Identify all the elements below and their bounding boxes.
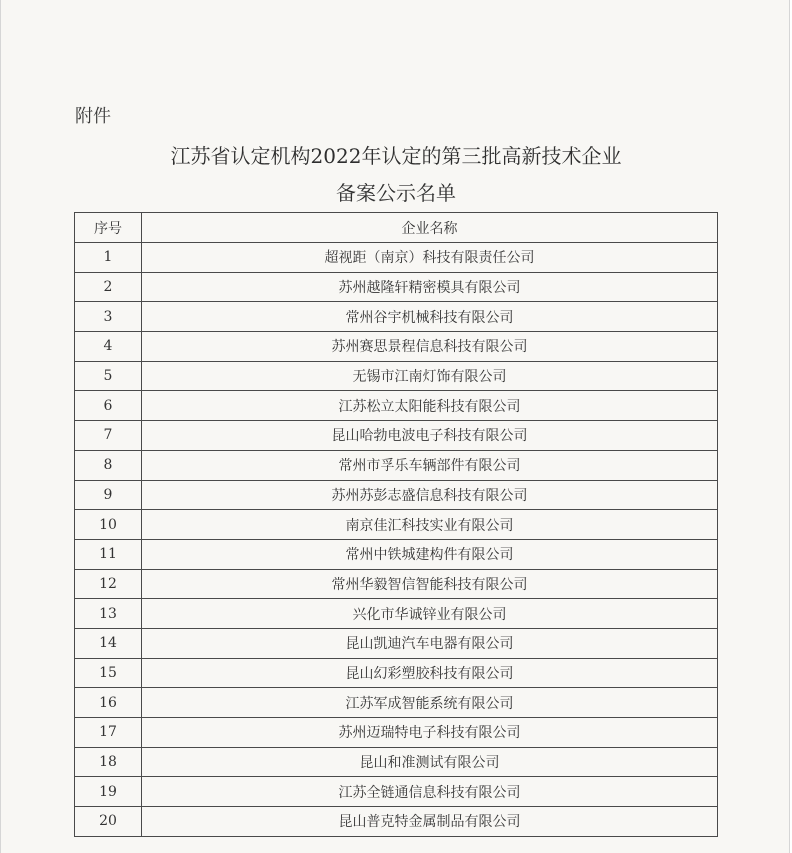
company-name-cell: 江苏松立太阳能科技有限公司 <box>142 391 718 421</box>
header-serial-number: 序号 <box>75 213 142 243</box>
serial-number-cell: 19 <box>75 777 142 807</box>
serial-number-cell: 12 <box>75 569 142 599</box>
document-subtitle: 备案公示名单 <box>336 181 456 205</box>
company-name-cell: 常州中铁城建构件有限公司 <box>142 539 718 569</box>
table-row <box>75 569 718 599</box>
company-name-cell: 昆山普克特金属制品有限公司 <box>142 807 718 837</box>
company-name-cell: 常州华毅智信智能科技有限公司 <box>142 569 718 599</box>
company-name-cell: 江苏全链通信息科技有限公司 <box>142 777 718 807</box>
company-name-cell: 南京佳汇科技实业有限公司 <box>142 510 718 540</box>
serial-number-cell: 16 <box>75 688 142 718</box>
table-row <box>75 688 718 718</box>
table-row <box>75 421 718 451</box>
serial-number-cell: 9 <box>75 480 142 510</box>
serial-number-cell: 2 <box>75 272 142 302</box>
table-row <box>75 510 718 540</box>
company-table <box>74 212 718 837</box>
table-row <box>75 302 718 332</box>
table-row <box>75 361 718 391</box>
serial-number-cell: 17 <box>75 718 142 748</box>
company-name-cell: 苏州赛思景程信息科技有限公司 <box>142 332 718 362</box>
company-name-cell: 常州谷宇机械科技有限公司 <box>142 302 718 332</box>
table-row <box>75 628 718 658</box>
attachment-label: 附件 <box>75 106 111 127</box>
table-row <box>75 450 718 480</box>
serial-number-cell: 8 <box>75 450 142 480</box>
serial-number-cell: 7 <box>75 421 142 451</box>
company-name-cell: 昆山和准测试有限公司 <box>142 747 718 777</box>
company-name-cell: 昆山幻彩塑胶科技有限公司 <box>142 658 718 688</box>
company-name-cell: 无锡市江南灯饰有限公司 <box>142 361 718 391</box>
table-row <box>75 243 718 273</box>
serial-number-cell: 4 <box>75 332 142 362</box>
table-row <box>75 599 718 629</box>
table-row <box>75 272 718 302</box>
serial-number-cell: 14 <box>75 628 142 658</box>
serial-number-cell: 13 <box>75 599 142 629</box>
table-row <box>75 391 718 421</box>
header-company-name: 企业名称 <box>142 213 718 243</box>
table-row <box>75 718 718 748</box>
company-name-cell: 江苏军成智能系统有限公司 <box>142 688 718 718</box>
table-header-row <box>75 213 718 243</box>
serial-number-cell: 11 <box>75 539 142 569</box>
serial-number-cell: 10 <box>75 510 142 540</box>
table-row <box>75 539 718 569</box>
table-row <box>75 747 718 777</box>
serial-number-cell: 6 <box>75 391 142 421</box>
table-row <box>75 807 718 837</box>
serial-number-cell: 15 <box>75 658 142 688</box>
table-row <box>75 332 718 362</box>
company-name-cell: 昆山凯迪汽车电器有限公司 <box>142 628 718 658</box>
company-name-cell: 兴化市华诚锌业有限公司 <box>142 599 718 629</box>
table-row <box>75 777 718 807</box>
serial-number-cell: 3 <box>75 302 142 332</box>
company-name-cell: 苏州迈瑞特电子科技有限公司 <box>142 718 718 748</box>
document-title: 江苏省认定机构2022年认定的第三批高新技术企业 <box>170 144 622 168</box>
company-name-cell: 苏州越隆轩精密模具有限公司 <box>142 272 718 302</box>
company-name-cell: 常州市孚乐车辆部件有限公司 <box>142 450 718 480</box>
company-name-cell: 苏州苏彭志盛信息科技有限公司 <box>142 480 718 510</box>
serial-number-cell: 20 <box>75 807 142 837</box>
table-row <box>75 480 718 510</box>
serial-number-cell: 5 <box>75 361 142 391</box>
serial-number-cell: 18 <box>75 747 142 777</box>
table-row <box>75 658 718 688</box>
company-name-cell: 超视距（南京）科技有限责任公司 <box>142 243 718 273</box>
serial-number-cell: 1 <box>75 243 142 273</box>
company-name-cell: 昆山哈勃电波电子科技有限公司 <box>142 421 718 451</box>
